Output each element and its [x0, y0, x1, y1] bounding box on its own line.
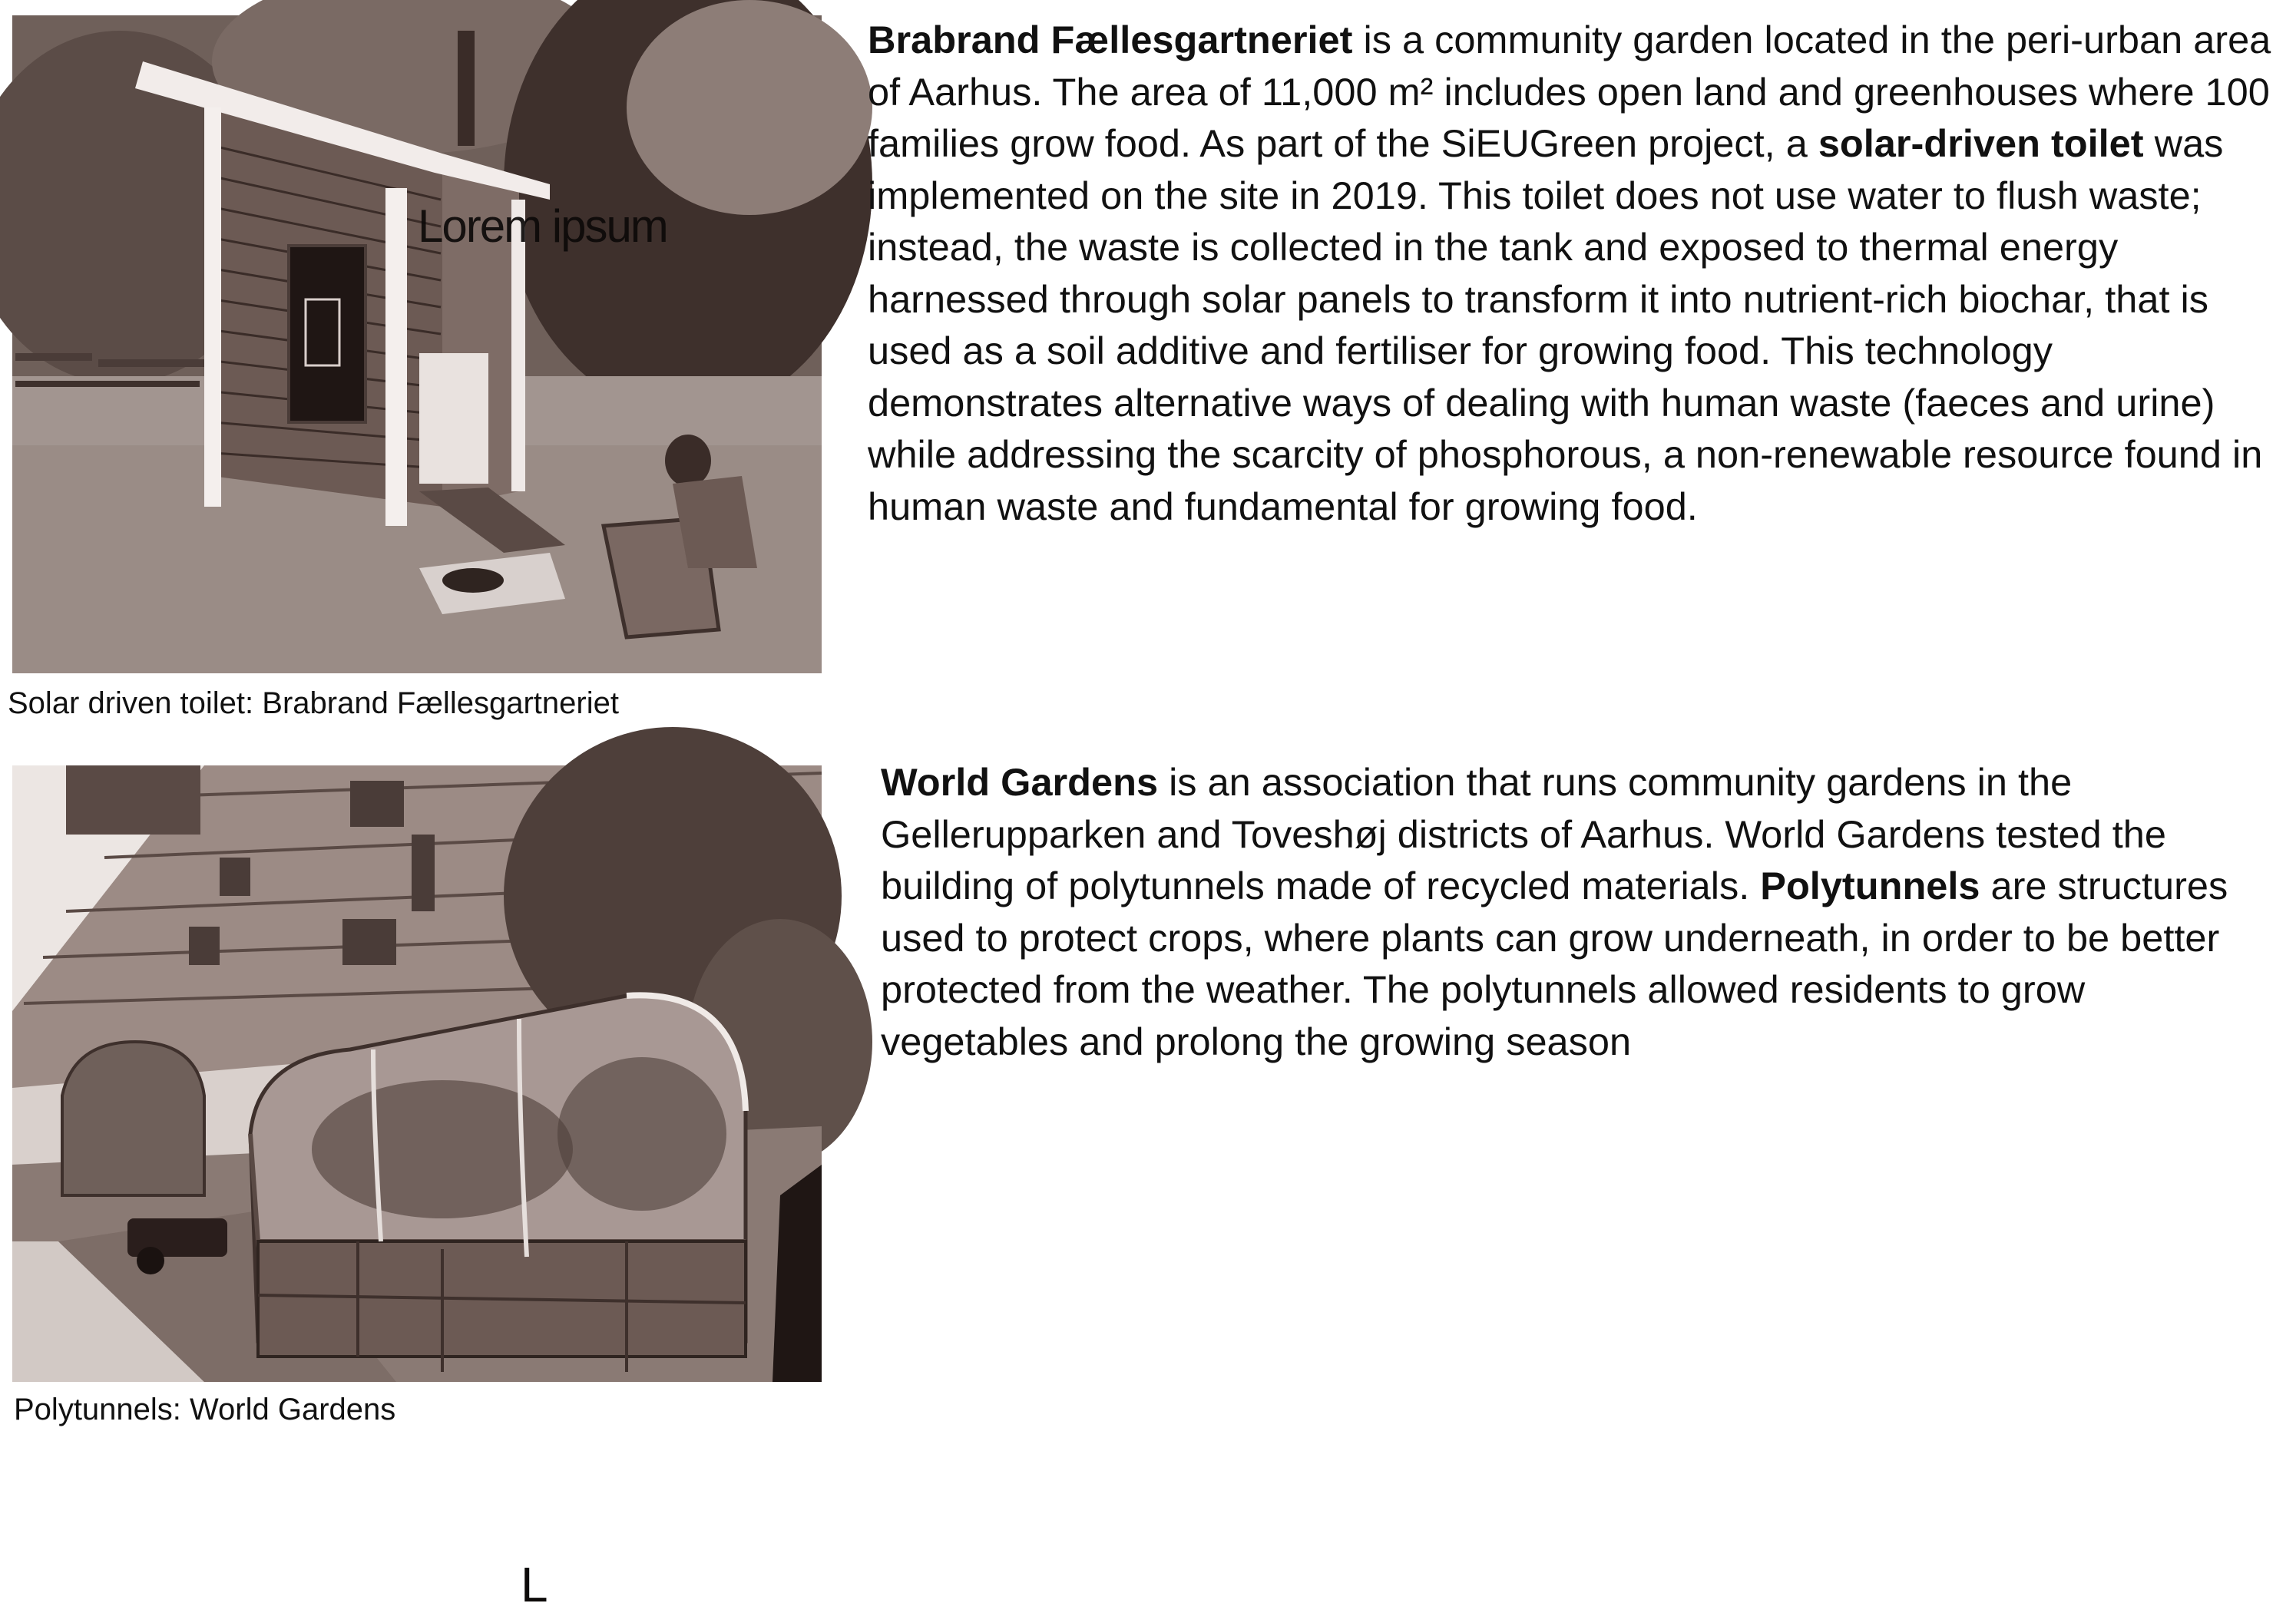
polytunnels-illustration: [12, 765, 822, 1382]
brabrand-description: [868, 14, 2296, 532]
world-gardens-text-2: are structures used to protect crops, where plants can grow underneath, in order to be better protected from the weather. The polytunnels allowed residents to grow vegetables and prolong the growing season: [881, 864, 2228, 1063]
world-gardens-description: [881, 756, 2278, 1067]
brabrand-text-1: is a community garden located in the peri-urban area of Aarhus. The area of 11,000 m² includes open land and greenhouses where 100 families grow food. As part of the SiEUGreen project, a: [868, 18, 2271, 165]
lorem-ipsum-overlay: Lorem ipsum: [418, 200, 667, 252]
solar-toilet-caption: Solar driven toilet: Brabrand Fællesgartneriet: [8, 686, 619, 720]
polytunnels-term: Polytunnels: [1760, 864, 1980, 907]
world-gardens-text-1: is an association that runs community gardens in the Gellerupparken and Toveshøj districts of Aarhus. World Gardens tested the building of polytunnels made of recycled materials.: [881, 760, 2166, 907]
polytunnels-caption: Polytunnels: World Gardens: [14, 1393, 396, 1426]
solar-toilet-term: solar-driven toilet: [1818, 121, 2144, 165]
l-overlay: L: [521, 1557, 548, 1612]
solar-toilet-illustration: [12, 15, 822, 673]
solar-toilet-photo: [12, 15, 822, 673]
brabrand-title: Brabrand Fællesgartneriet: [868, 18, 1353, 61]
brabrand-text-2: was implemented on the site in 2019. This toilet does not use water to flush waste; instead, the waste is collected in the tank and exposed to thermal energy harnessed through solar panels to transform it into nutrient-rich biochar, that is used as a soil additive and fertiliser for growing food. This technology demonstrates alternative ways of dealing with human waste (faeces and urine) while addressing the scarcity of phosphorous, a non-renewable resource found in human waste and fundamental for growing food.: [868, 121, 2263, 528]
world-gardens-title: World Gardens: [881, 760, 1159, 804]
